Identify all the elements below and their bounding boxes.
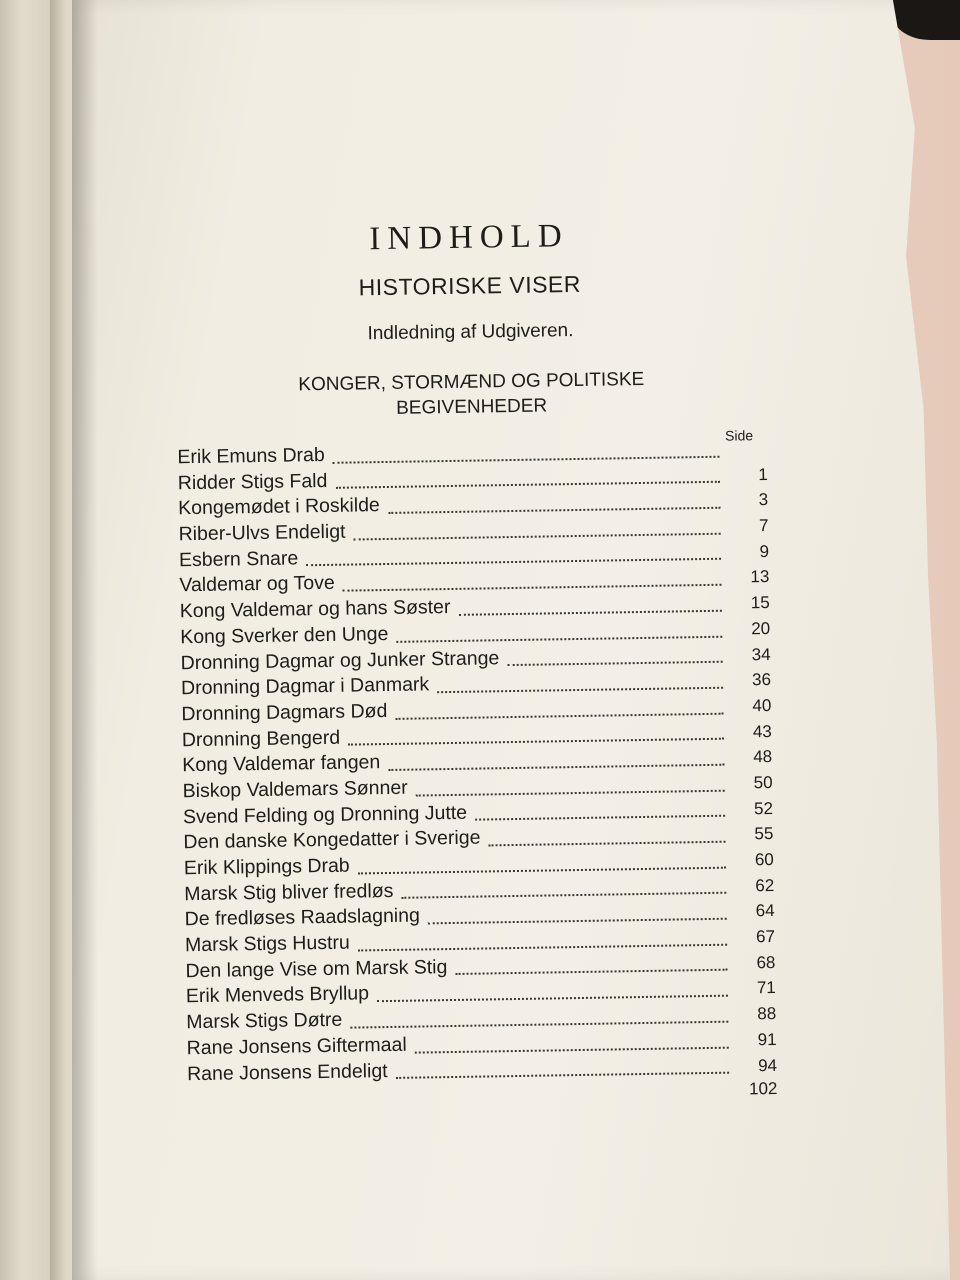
toc-entry-title: Rane Jonsens Endeligt bbox=[186, 1059, 388, 1085]
toc-leader-dots bbox=[489, 840, 726, 847]
toc-leader-dots bbox=[377, 994, 728, 1003]
toc-entry-title: Kong Sverker den Unge bbox=[180, 622, 389, 649]
toc-entry-page: 71 bbox=[756, 978, 776, 998]
toc-entry-page: 3 bbox=[758, 490, 769, 510]
toc-leader-dots bbox=[358, 942, 727, 951]
toc-leader-dots bbox=[396, 634, 722, 642]
toc-entry-title: Marsk Stig bliver fredløs bbox=[184, 879, 394, 905]
toc-entry-page: 15 bbox=[750, 593, 770, 613]
toc-entry-title: Marsk Stigs Hustru bbox=[184, 931, 350, 957]
toc-leader-dots bbox=[333, 454, 720, 463]
toc-leader-dots bbox=[395, 711, 723, 719]
toc-leader-dots bbox=[437, 686, 723, 693]
toc-leader-dots bbox=[401, 891, 726, 899]
toc-entry-title: Dronning Bengerd bbox=[181, 726, 341, 751]
toc-leader-dots bbox=[354, 531, 721, 540]
page-title: INDHOLD bbox=[369, 218, 569, 258]
section-heading-line2: BEGIVENHEDER bbox=[396, 395, 548, 419]
toc-leader-dots bbox=[388, 763, 724, 771]
toc-entry-title: Dronning Dagmar i Danmark bbox=[180, 673, 430, 700]
toc-entry-title: Erik Emuns Drab bbox=[177, 443, 325, 469]
section-heading-line1: KONGER, STORMÆND OG POLITISKE bbox=[298, 368, 645, 396]
toc-entry-title: Svend Felding og Dronning Jutte bbox=[182, 801, 468, 828]
side-column-label: Side bbox=[724, 427, 754, 444]
toc-entry-page: 50 bbox=[753, 772, 773, 793]
toc-leader-dots bbox=[388, 506, 720, 514]
toc-entry-page: 60 bbox=[754, 849, 774, 870]
toc-leader-dots bbox=[306, 557, 721, 567]
toc-entry-page: 91 bbox=[757, 1029, 777, 1050]
toc-entry-page: 68 bbox=[756, 952, 776, 972]
toc-entry-title: Erik Klippings Drab bbox=[183, 854, 350, 880]
spine-shadow bbox=[72, 0, 98, 1280]
toc-leader-dots bbox=[459, 609, 722, 616]
toc-leader-dots bbox=[455, 968, 727, 975]
toc-entry-page: 43 bbox=[752, 721, 772, 741]
toc-entry-title: Den lange Vise om Marsk Stig bbox=[185, 955, 448, 982]
toc-leader-dots bbox=[475, 814, 725, 821]
toc-entry-page: 36 bbox=[751, 670, 772, 690]
toc-entry-page: 62 bbox=[755, 875, 775, 895]
toc-entry-page: 48 bbox=[753, 747, 773, 767]
toc-leader-dots bbox=[335, 480, 719, 489]
toc-list bbox=[147, 437, 777, 1115]
toc-entry-page: 1 bbox=[758, 464, 768, 484]
table-of-contents bbox=[144, 215, 778, 1115]
toc-entry-page: 40 bbox=[752, 695, 772, 716]
toc-entry-title: Den danske Kongedatter i Sverige bbox=[183, 826, 481, 854]
toc-entry-title: Ridder Stigs Fald bbox=[177, 469, 328, 494]
toc-entry-page: 102 bbox=[748, 1079, 778, 1099]
toc-entry-page: 9 bbox=[759, 541, 770, 561]
toc-entry-title: Riber-Ulvs Endeligt bbox=[178, 520, 346, 546]
toc-entry-page: 13 bbox=[750, 567, 770, 587]
toc-leader-dots bbox=[428, 917, 727, 925]
toc-entry-page: 34 bbox=[751, 644, 771, 664]
toc-leader-dots bbox=[507, 660, 722, 666]
toc-leader-dots bbox=[343, 583, 722, 592]
left-page-edge bbox=[0, 0, 50, 1280]
section-heading bbox=[146, 365, 767, 425]
toc-leader-dots bbox=[348, 737, 724, 746]
toc-entry-page: 20 bbox=[751, 618, 771, 639]
toc-leader-dots bbox=[415, 1045, 729, 1053]
toc-entry-page: 94 bbox=[757, 1055, 778, 1075]
toc-entry-page: 88 bbox=[757, 1004, 777, 1024]
toc-entry-title: De fredløses Raadslagning bbox=[184, 904, 421, 931]
toc-entry-title: Valdemar og Tove bbox=[179, 572, 335, 597]
toc-entry-title: Biskop Valdemars Sønner bbox=[182, 776, 408, 803]
toc-entry-page: 55 bbox=[754, 824, 774, 844]
book-subtitle: HISTORISKE VISER bbox=[358, 270, 582, 301]
toc-leader-dots bbox=[358, 865, 726, 874]
toc-entry-page: 7 bbox=[758, 516, 769, 536]
intro-line: Indledning af Udgiveren. bbox=[367, 320, 574, 345]
toc-entry-title: Esbern Snare bbox=[178, 547, 299, 571]
toc-entry-title: Kong Valdemar fangen bbox=[182, 751, 381, 777]
toc-entry-title: Kong Valdemar og hans Søster bbox=[179, 596, 451, 623]
toc-entry-title: Rane Jonsens Giftermaal bbox=[186, 1033, 407, 1059]
toc-entry-page bbox=[727, 454, 767, 455]
toc-entry-title: Kongemødet i Roskilde bbox=[178, 494, 380, 520]
toc-entry-title: Dronning Dagmars Død bbox=[181, 699, 388, 726]
toc-entry-title: Erik Menveds Bryllup bbox=[185, 982, 370, 1008]
toc-entry-page: 64 bbox=[755, 901, 775, 921]
toc-entry-title: Dronning Dagmar og Junker Strange bbox=[180, 646, 500, 674]
toc-entry-title: Marsk Stigs Døtre bbox=[186, 1008, 343, 1034]
toc-leader-dots bbox=[350, 1019, 728, 1028]
toc-leader-dots bbox=[416, 788, 725, 796]
toc-entry-page: 52 bbox=[753, 798, 774, 818]
toc-entry-page: 67 bbox=[755, 926, 776, 947]
toc-leader-dots bbox=[396, 1071, 729, 1079]
